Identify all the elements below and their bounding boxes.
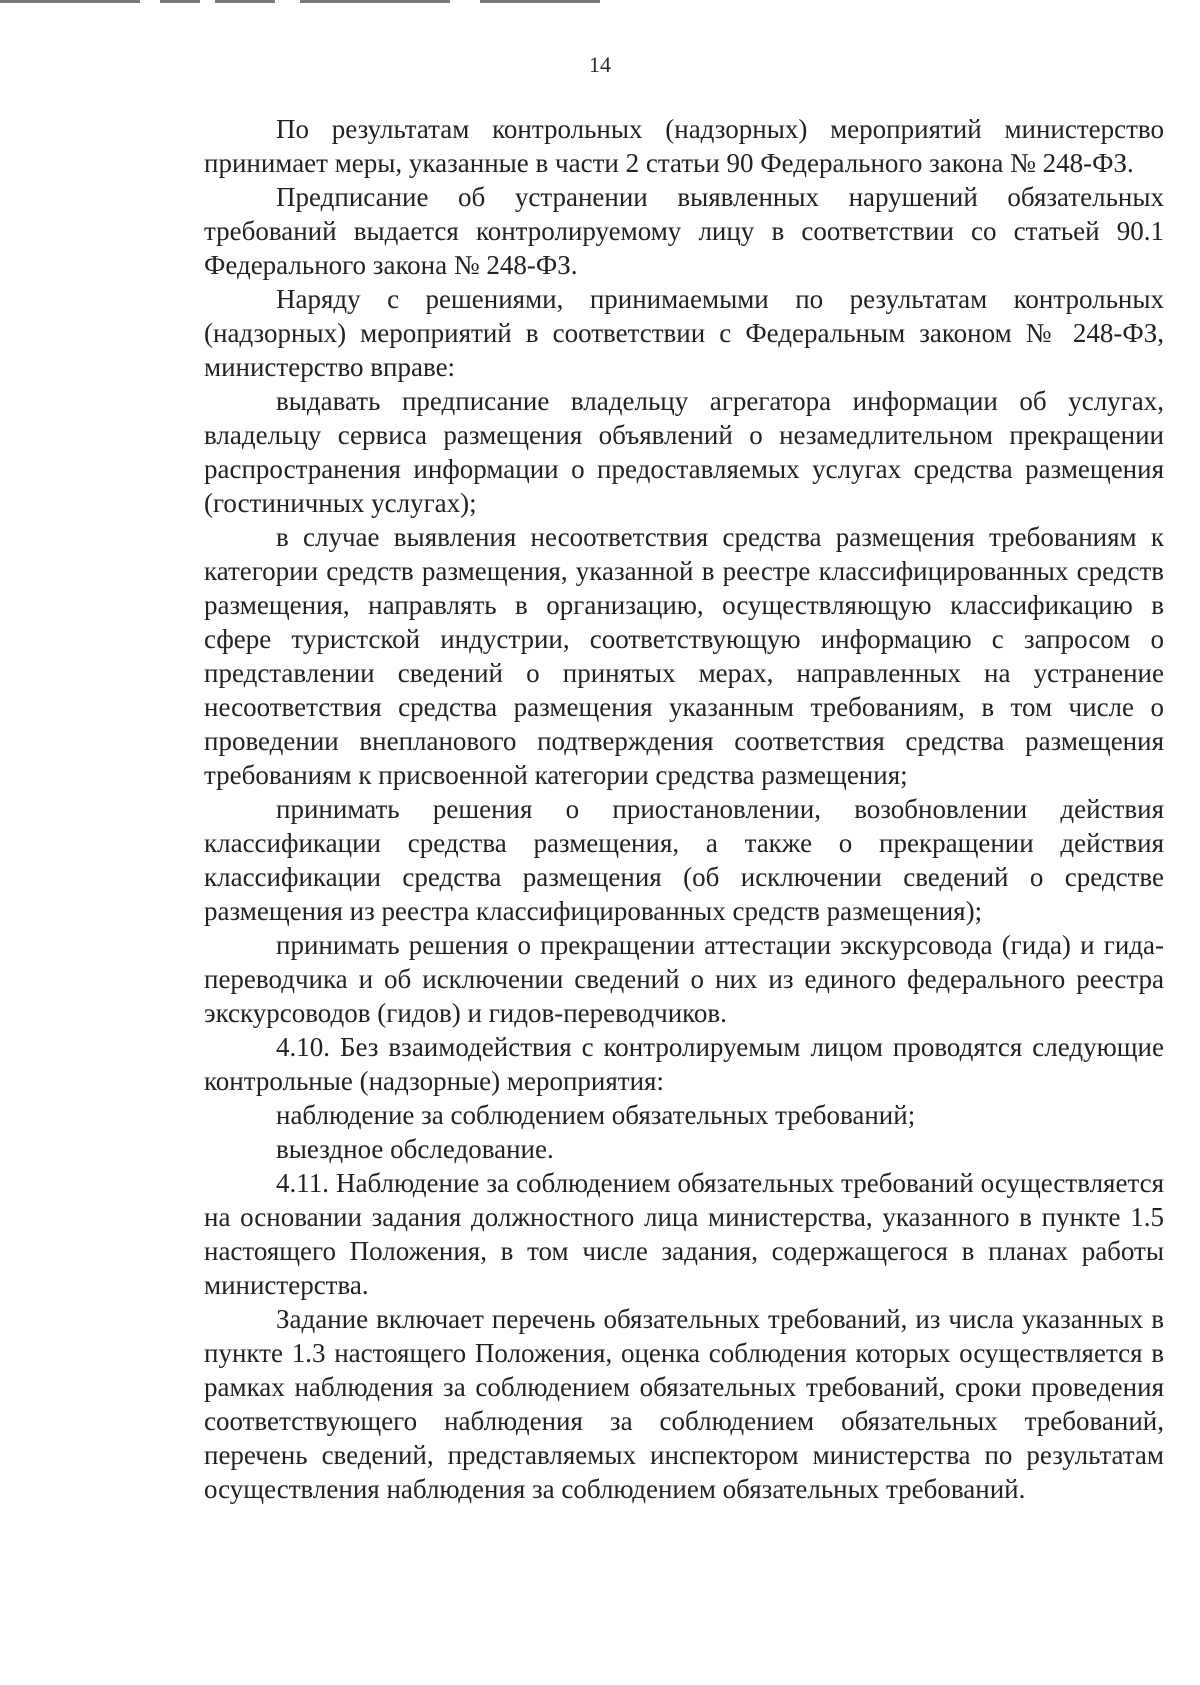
scan-artifact-line [160, 0, 200, 3]
scan-artifact-line [0, 0, 140, 3]
paragraph: выездное обследование. [276, 1134, 554, 1164]
paragraph: По результатам контрольных (надзорных) мероприятий министерство принимает меры, указанные в части 2 статьи 90 Федерального закона № 248-ФЗ. [204, 114, 1164, 178]
scan-artifact-line [480, 0, 600, 3]
paragraph: принимать решения о приостановлении, возобновлении действия классификации средства размещения, а также о прекращении действия классификации средства размещения (об исключении сведений о средстве размещения из реестра классифицированных средств размещения); [204, 794, 1164, 926]
paragraph: Наряду с решениями, принимаемыми по результатам контрольных (надзорных) мероприятий в соответствии с Федеральным законом № 248-ФЗ, министерство вправе: [204, 284, 1164, 382]
scan-artifact-line [300, 0, 450, 3]
paragraph: наблюдение за соблюдением обязательных требований; [276, 1100, 916, 1130]
scan-artifact-line [215, 0, 275, 3]
paragraph: Задание включает перечень обязательных требований, из числа указанных в пункте 1.3 настоящего Положения, оценка соблюдения которых осуществляется в рамках наблюдения за соблюдением обязательных требований, сроки проведения соответствующего наблюдения за соблюдением обязательных требований, перечень сведений, представляемых инспектором министерства по результатам осуществления наблюдения за соблюдением обязательных требований. [204, 1304, 1164, 1504]
paragraph: выдавать предписание владельцу агрегатора информации об услугах, владельцу сервиса размещения объявлений о незамедлительном прекращении распространения информации о предоставляемых услугах средства размещения (гостиничных услугах); [204, 386, 1164, 518]
page-number: 14 [589, 52, 611, 77]
paragraph: 4.10. Без взаимодействия с контролируемым лицом проводятся следующие контрольные (надзорные) мероприятия: [204, 1032, 1164, 1096]
paragraph: 4.11. Наблюдение за соблюдением обязательных требований осуществляется на основании задания должностного лица министерства, указанного в пункте 1.5 настоящего Положения, в том числе задания, содержащегося в планах работы министерства. [204, 1168, 1164, 1300]
paragraph: Предписание об устранении выявленных нарушений обязательных требований выдается контролируемому лицу в соответствии со статьей 90.1 Федерального закона № 248-ФЗ. [204, 182, 1164, 280]
document-body [204, 112, 1164, 1506]
paragraph: в случае выявления несоответствия средства размещения требованиям к категории средств размещения, указанной в реестре классифицированных средств размещения, направлять в организацию, осуществляющую классификацию в сфере туристской индустрии, соответствующую информацию с запросом о представлении сведений о принятых мерах, направленных на устранение несоответствия средства размещения указанным требованиям, в том числе о проведении внепланового подтверждения соответствия средства размещения требованиям к присвоенной категории средства размещения; [204, 522, 1164, 790]
paragraph: принимать решения о прекращении аттестации экскурсовода (гида) и гида-переводчика и об исключении сведений о них из единого федерального реестра экскурсоводов (гидов) и гидов-переводчиков. [204, 930, 1164, 1028]
